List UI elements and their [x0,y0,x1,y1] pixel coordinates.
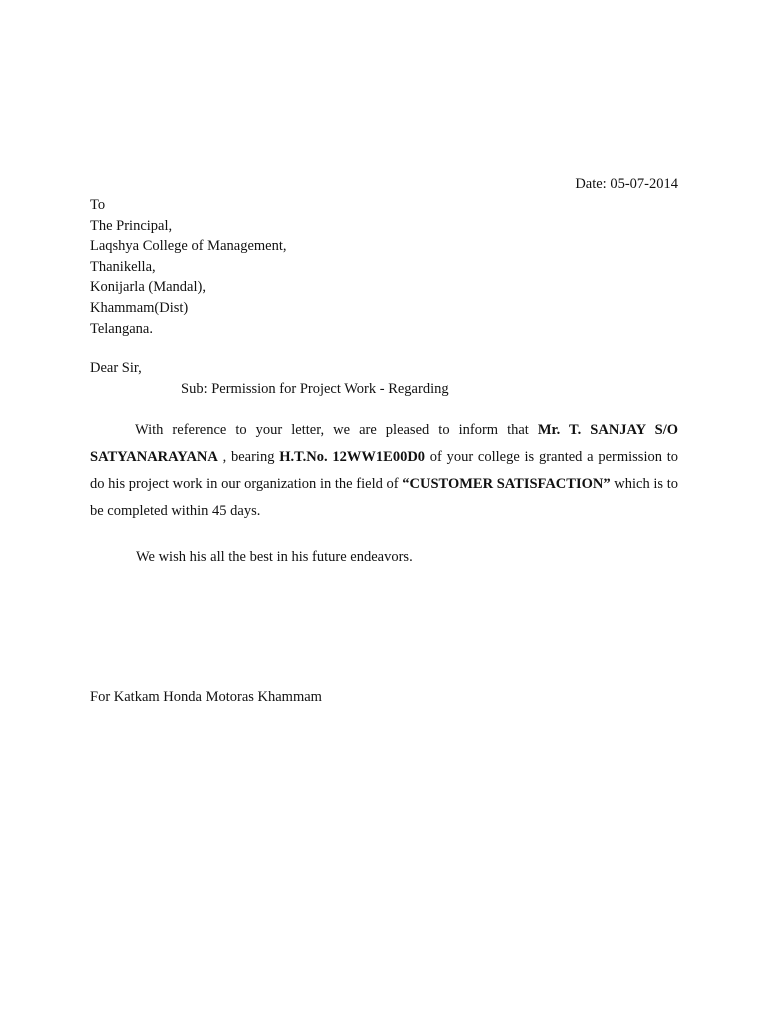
body-paragraph [90,417,678,525]
body-text: , bearing [217,449,280,465]
hall-ticket-number: H.T.No. 12WW1E00D0 [279,449,426,465]
candidate-name: Mr. T. SANJAY S/O SATYANARAYANA [90,422,679,465]
project-field: “CUSTOMER SATISFACTION” [402,476,611,492]
address-line: Laqshya College of Management, [90,238,287,255]
address-line: Khammam(Dist) [90,299,189,316]
address-line: To [90,197,106,213]
subject-line: Sub: Permission for Project Work - Regarding [181,381,449,397]
letter-date: Date: 05-07-2014 [575,176,678,192]
address-line: The Principal, [90,217,173,234]
body-text: With reference to your letter, we are pleased to inform that [135,422,538,438]
address-line: Konijarla (Mandal), [90,279,206,296]
body-text: which is to be completed within 45 days. [90,476,678,519]
body-text: of your college is granted a permission to do his project work in our organization in the field of [90,449,678,492]
salutation: Dear Sir, [90,360,142,376]
address-line: Thanikella, [90,258,156,275]
closing-wish: We wish his all the best in his future endeavors. [136,549,413,565]
recipient-address [90,195,287,339]
address-line: Telangana. [90,320,153,337]
signoff: For Katkam Honda Motoras Khammam [90,689,322,705]
